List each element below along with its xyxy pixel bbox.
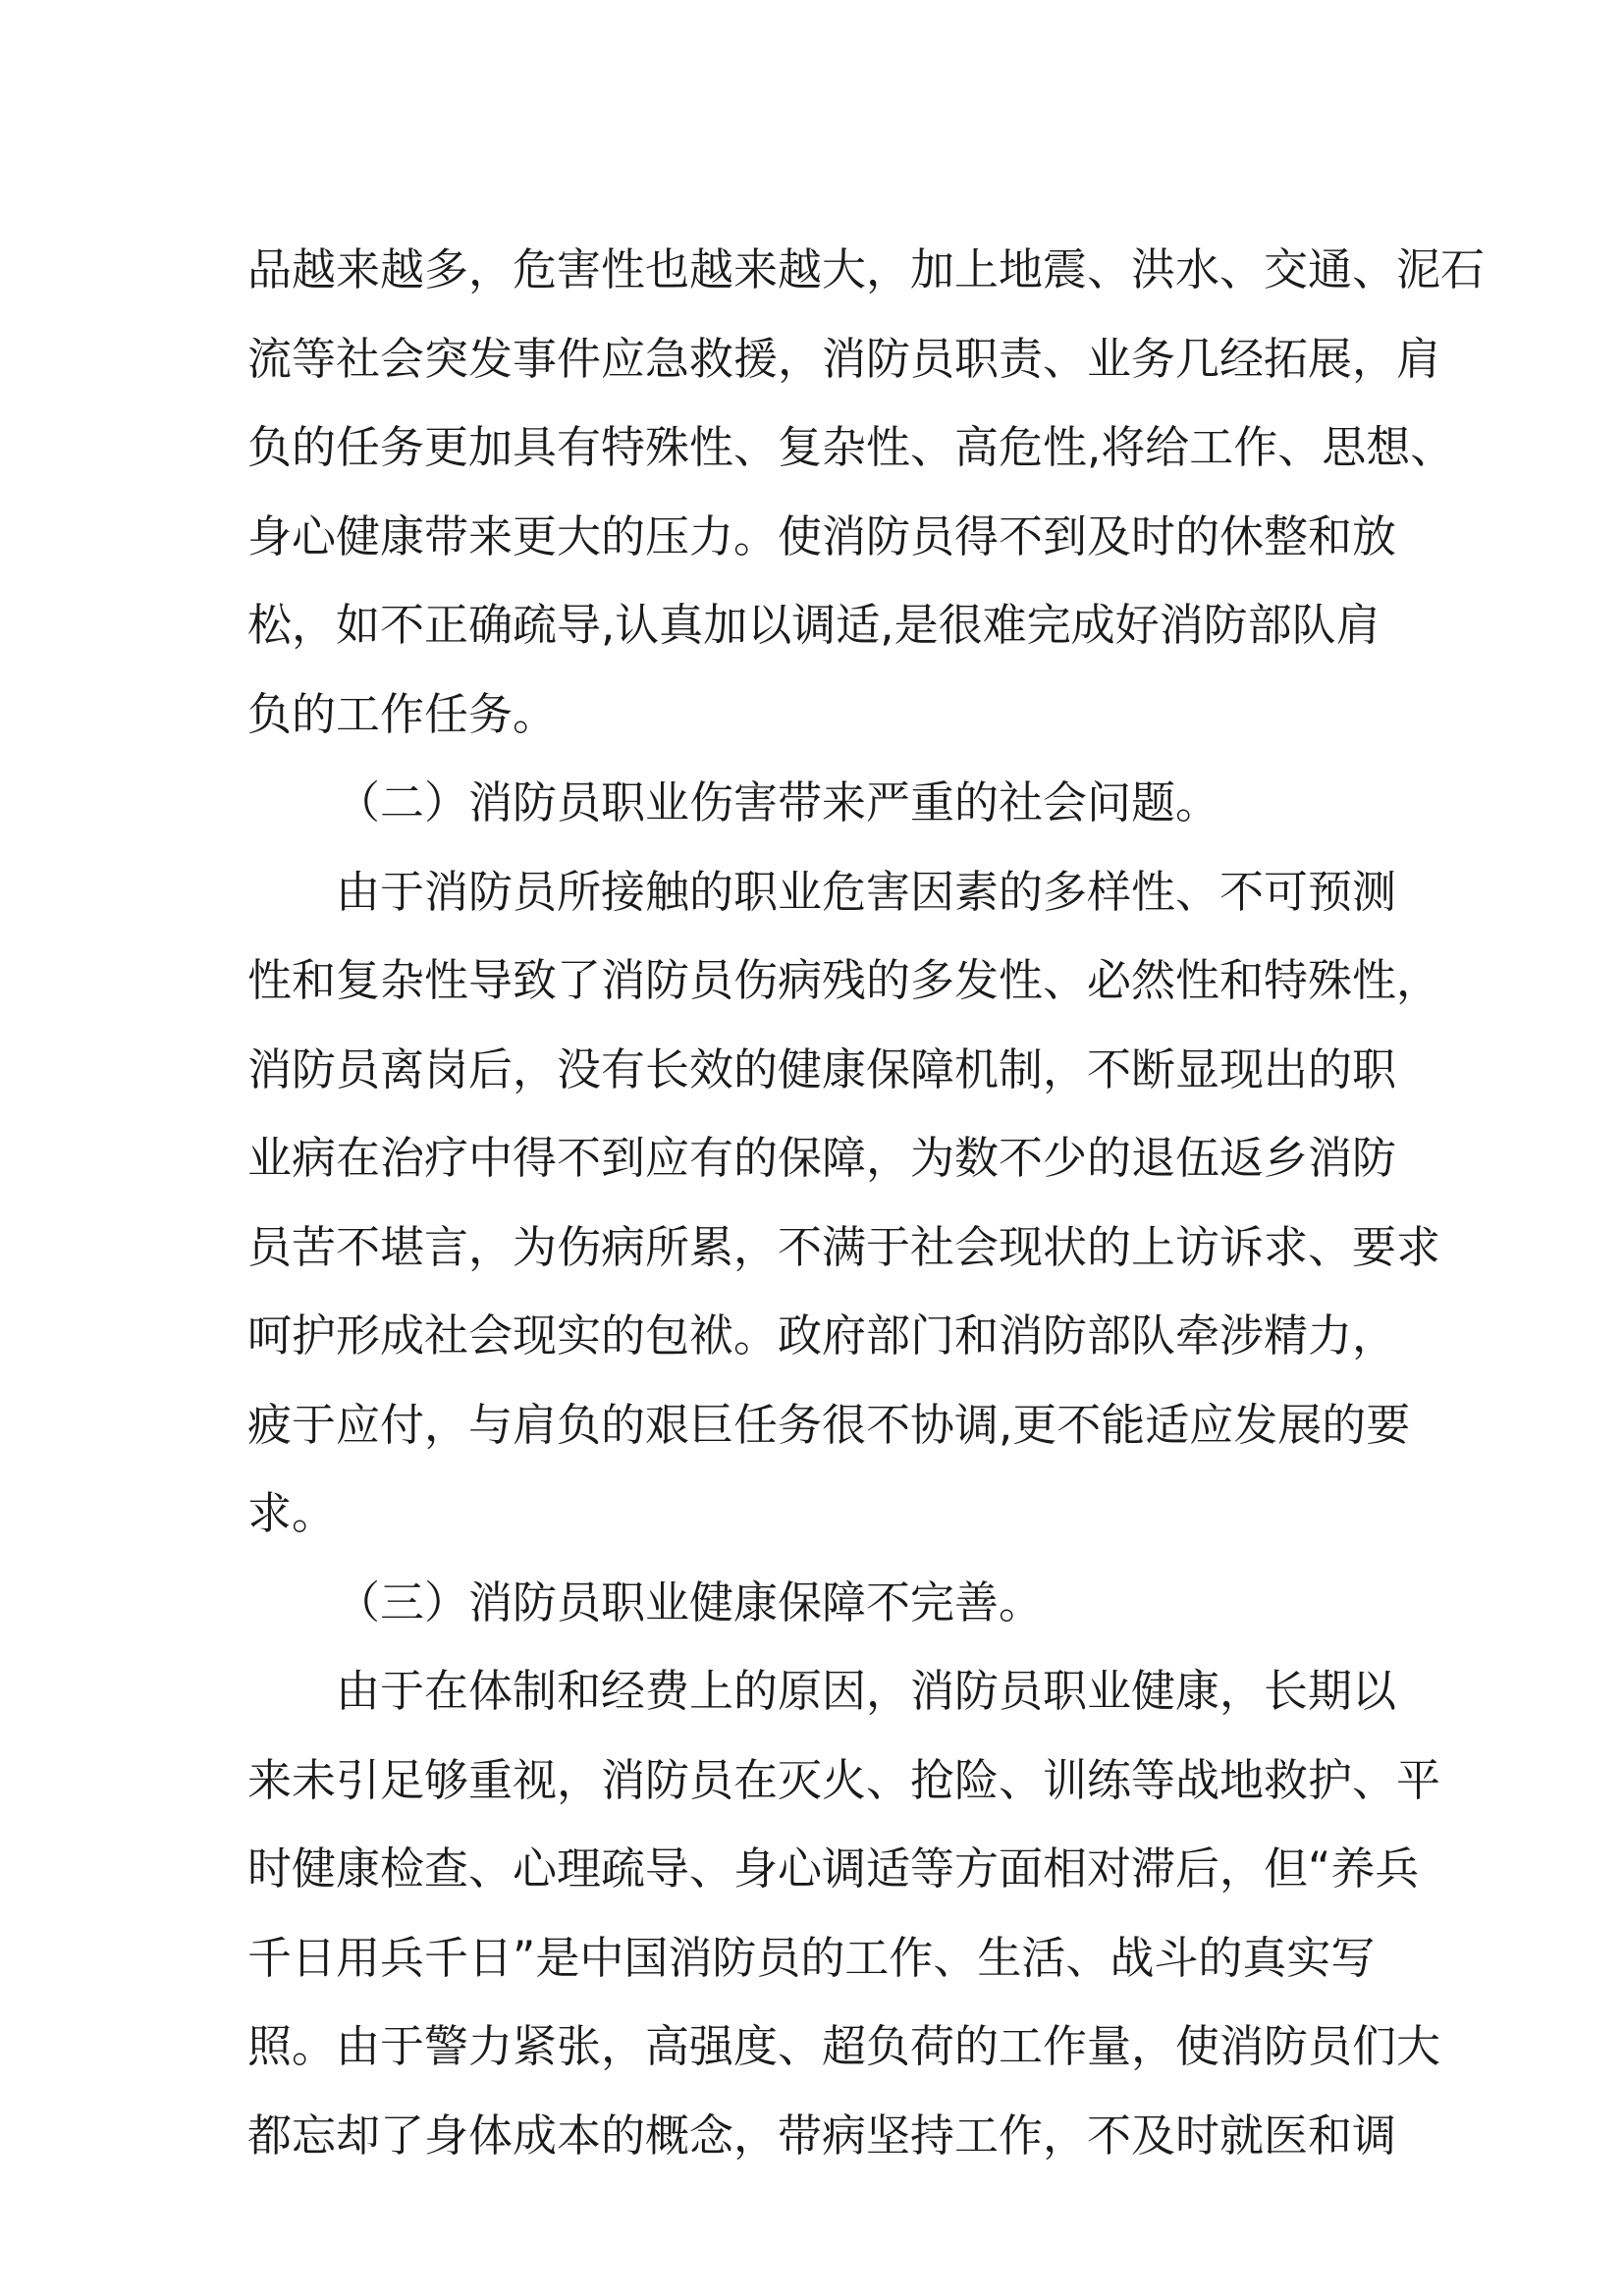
text-line: 松，如不正确疏导,认真加以调适,是很难完成好消防部队肩 (247, 599, 1380, 651)
section-heading: （二）消防员职业伤害带来严重的社会问题。 (336, 776, 1220, 828)
text-line: 照。由于警力紧张，高强度、超负荷的工作量，使消防员们大 (247, 2020, 1441, 2072)
text-line: 疲于应付，与肩负的艰巨任务很不协调,更不能适应发展的要 (247, 1398, 1411, 1451)
text-line: 来未引足够重视，消防员在灭火、抢险、训练等战地救护、平 (247, 1753, 1441, 1806)
text-line: 业病在治疗中得不到应有的保障，为数不少的退伍返乡消防 (247, 1132, 1397, 1184)
text-line: 求。 (247, 1487, 337, 1539)
text-line: 品越来越多，危害性也越来越大，加上地震、洪水、交通、泥石 (247, 243, 1486, 295)
paragraph-first-line: 由于在体制和经费上的原因，消防员职业健康，长期以 (336, 1665, 1397, 1717)
document-body (247, 226, 1486, 2180)
text-line: 都忘却了身体成本的概念，带病坚持工作，不及时就医和调 (247, 2109, 1397, 2162)
text-line: 消防员离岗后，没有长效的健康保障机制，不断显现出的职 (247, 1042, 1397, 1095)
text-line: 呵护形成社会现实的包袱。政府部门和消防部队牵涉精力， (247, 1309, 1397, 1362)
text-line: 千日用兵千日”是中国消防员的工作、生活、战斗的真实写 (247, 1931, 1376, 1984)
text-line: 员苦不堪言，为伤病所累，不满于社会现状的上访诉求、要求 (247, 1220, 1441, 1273)
paragraph-first-line: 由于消防员所接触的职业危害因素的多样性、不可预测 (336, 865, 1397, 918)
text-line: 负的任务更加具有特殊性、复杂性、高危性,将给工作、思想、 (247, 421, 1455, 473)
text-line: 性和复杂性导致了消防员伤病残的多发性、必然性和特殊性， (247, 954, 1441, 1006)
text-line: 身心健康带来更大的压力。使消防员得不到及时的休整和放 (247, 509, 1397, 562)
text-line: 时健康检查、心理疏导、身心调适等方面相对滞后，但“养兵 (247, 1842, 1420, 1895)
text-line: 负的工作任务。 (247, 687, 558, 740)
text-line: 流等社会突发事件应急救援，消防员职责、业务几经拓展，肩 (247, 332, 1441, 385)
section-heading: （三）消防员职业健康保障不完善。 (336, 1575, 1044, 1629)
